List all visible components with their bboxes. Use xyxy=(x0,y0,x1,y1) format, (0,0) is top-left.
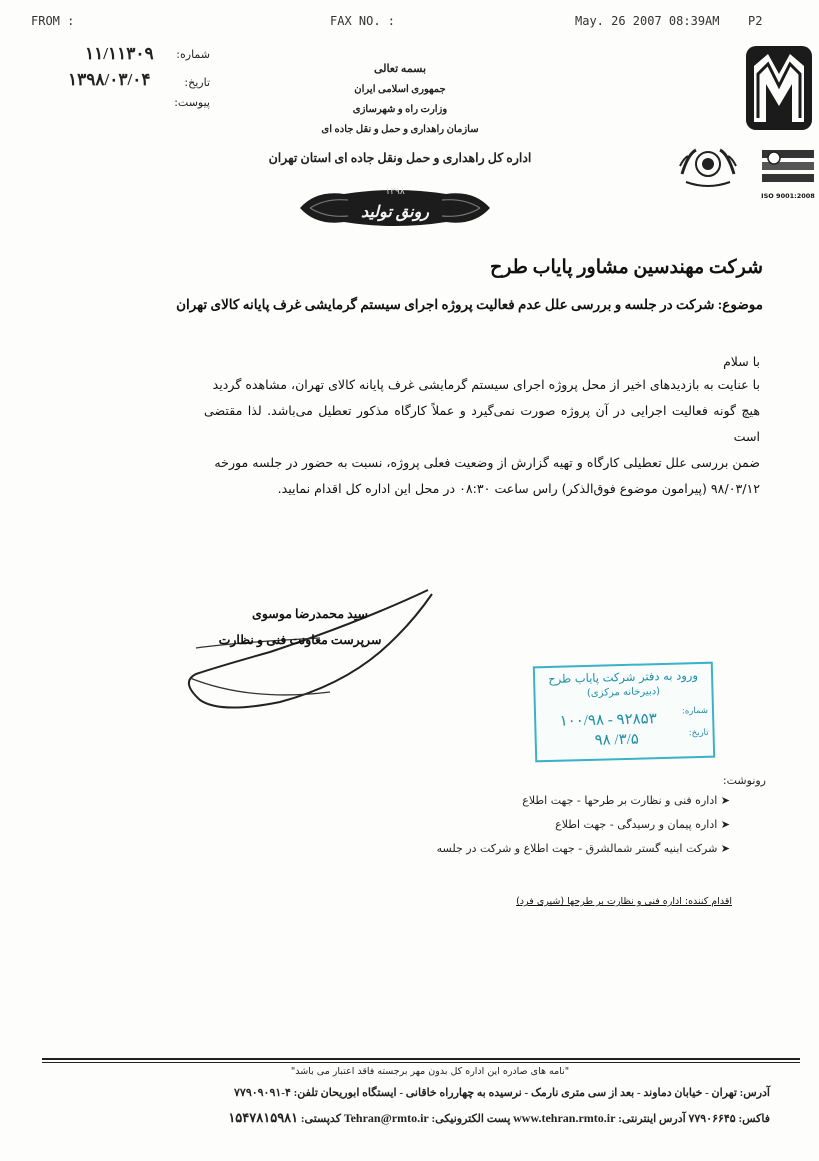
letter-date-label: تاریخ: xyxy=(184,76,210,89)
fax-from: FROM : xyxy=(31,14,75,28)
year-motto-banner xyxy=(296,184,494,232)
footer-email-label: پست الکترونیکی: xyxy=(431,1113,511,1125)
letterhead-office: اداره کل راهداری و حمل ونقل جاده ای استان تهران xyxy=(268,151,532,165)
subject-line xyxy=(140,297,763,313)
footer-fax: فاکس: ۷۷۹۰۶۶۴۵ xyxy=(688,1113,770,1125)
letter-number-value: ۱۱/۱۱۳۰۹ xyxy=(85,44,154,63)
cc-arrow-icon: ➤ xyxy=(720,794,730,807)
fax-number: FAX NO. : xyxy=(330,14,396,28)
stamp-number-value: ۱۰۰/۹۸ - ۹۲۸۵۳ xyxy=(559,711,658,730)
cc-list-item: ➤ شرکت ابنیه گستر شمالشرق - جهت اطلاع و شرکت در جلسه xyxy=(436,842,730,855)
footer-website-label: آدرس اینترنتی: xyxy=(618,1113,686,1125)
signature-block xyxy=(160,582,450,722)
stamp-subtitle: (دبیرخانه مرکزی) xyxy=(586,686,661,699)
letterhead-country: جمهوری اسلامی ایران xyxy=(354,84,446,95)
iso-certification-logo xyxy=(760,148,816,200)
footer-website[interactable]: www.tehran.rmto.ir xyxy=(513,1111,616,1125)
fax-header xyxy=(0,14,819,34)
signatory-title: سرپرست معاونت فنی و نظارت xyxy=(218,633,382,647)
cc-arrow-icon: ➤ xyxy=(720,818,730,831)
signatory-name: سید محمدرضا موسوی xyxy=(252,607,368,621)
banner-year: ۱۳۹۸ xyxy=(385,186,405,196)
subject-label: موضوع: xyxy=(717,297,763,312)
receipt-stamp xyxy=(533,662,715,763)
footer-notice: "نامه های صادره این اداره کل بدون مهر برجسته فاقد اعتبار می باشد" xyxy=(290,1066,570,1077)
greeting: با سلام xyxy=(723,354,760,369)
cc-list-item: ➤ اداره فنی و نظارت بر طرحها - جهت اطلاع xyxy=(522,794,730,807)
footer-address: آدرس: تهران - خیابان دماوند - بعد از سی متری نارمک - نرسیده به چهارراه خاقانی - ایستگاه ابوریحان تلفن: ۴-۷۷۹۰۹۰۹۱ xyxy=(234,1087,770,1099)
basmala: بسمه تعالی xyxy=(373,63,427,75)
fax-datetime: May. 26 2007 08:39AM xyxy=(575,14,720,28)
letterhead-organization: سازمان راهداری و حمل و نقل جاده ای xyxy=(321,124,479,135)
cc-arrow-icon: ➤ xyxy=(720,842,730,855)
body-line: هیچ گونه فعالیت اجرایی در آن پروژه صورت نمی‌گیرد و عملاً کارگاه مذکور تعطیل می‌باشد. لذا مقتضی است xyxy=(204,403,760,444)
cc-label: رونوشت: xyxy=(722,774,766,787)
recipient: شرکت مهندسین مشاور پایاب طرح xyxy=(489,257,763,278)
stamp-title: ورود به دفتر شرکت پایاب طرح xyxy=(548,668,699,686)
banner-motto: رونق تولید xyxy=(360,204,430,221)
body-line: ضمن بررسی علل تعطیلی کارگاه و تهیه گزارش از وضعیت فعلی پروژه، نسبت به حضور در جلسه مورخه xyxy=(214,455,760,470)
footer-divider-thin xyxy=(42,1062,800,1063)
iso-text: ISO 9001:2008 xyxy=(761,192,815,200)
stamp-date-value: ۹۸ /۳/۵ xyxy=(594,731,640,749)
subject-text: شرکت در جلسه و بررسی علل عدم فعالیت پروژه اجرای سیستم گرمایشی غرف پایانه کالای تهران xyxy=(176,297,715,312)
footer-contacts xyxy=(110,1110,770,1126)
body-line: با عنایت به بازدیدهای اخیر از محل پروژه اجرای سیستم گرمایشی غرف پایانه کالای تهران، مشاهده گردید xyxy=(212,377,760,392)
letter-date-value: ۱۳۹۸/۰۳/۰۴ xyxy=(68,70,151,89)
quality-emblem xyxy=(676,144,740,190)
stamp-number-label: شماره: xyxy=(681,705,709,717)
footer-divider xyxy=(42,1058,800,1060)
cc-list-item: ➤ اداره پیمان و رسیدگی - جهت اطلاع xyxy=(555,818,730,831)
ministry-logo xyxy=(744,44,814,132)
letterhead-ministry: وزارت راه و شهرسازی xyxy=(352,104,448,115)
footer-postal-label: کدپستی: xyxy=(300,1113,341,1125)
footer-email[interactable]: Tehran@rmto.ir xyxy=(343,1111,429,1125)
footer-postal: ۱۵۴۷۸۱۵۹۸۱ xyxy=(228,1110,299,1125)
stamp-date-label: تاریخ: xyxy=(688,727,709,739)
action-note: اقدام کننده: اداره فنی و نظارت بر طرحها (شیری فرد) xyxy=(516,896,732,907)
letter-meta xyxy=(60,40,210,115)
letter-body xyxy=(204,372,760,502)
letter-attachment-label: پیوست: xyxy=(174,96,210,109)
body-line: ۹۸/۰۳/۱۲ (پیرامون موضوع فوق‌الذکر) راس ساعت ۰۸:۳۰ در محل این اداره کل اقدام نمایید. xyxy=(277,481,760,496)
signature-scribble xyxy=(160,582,450,722)
fax-page: P2 xyxy=(748,14,763,28)
letter-number-label: شماره: xyxy=(176,48,210,61)
